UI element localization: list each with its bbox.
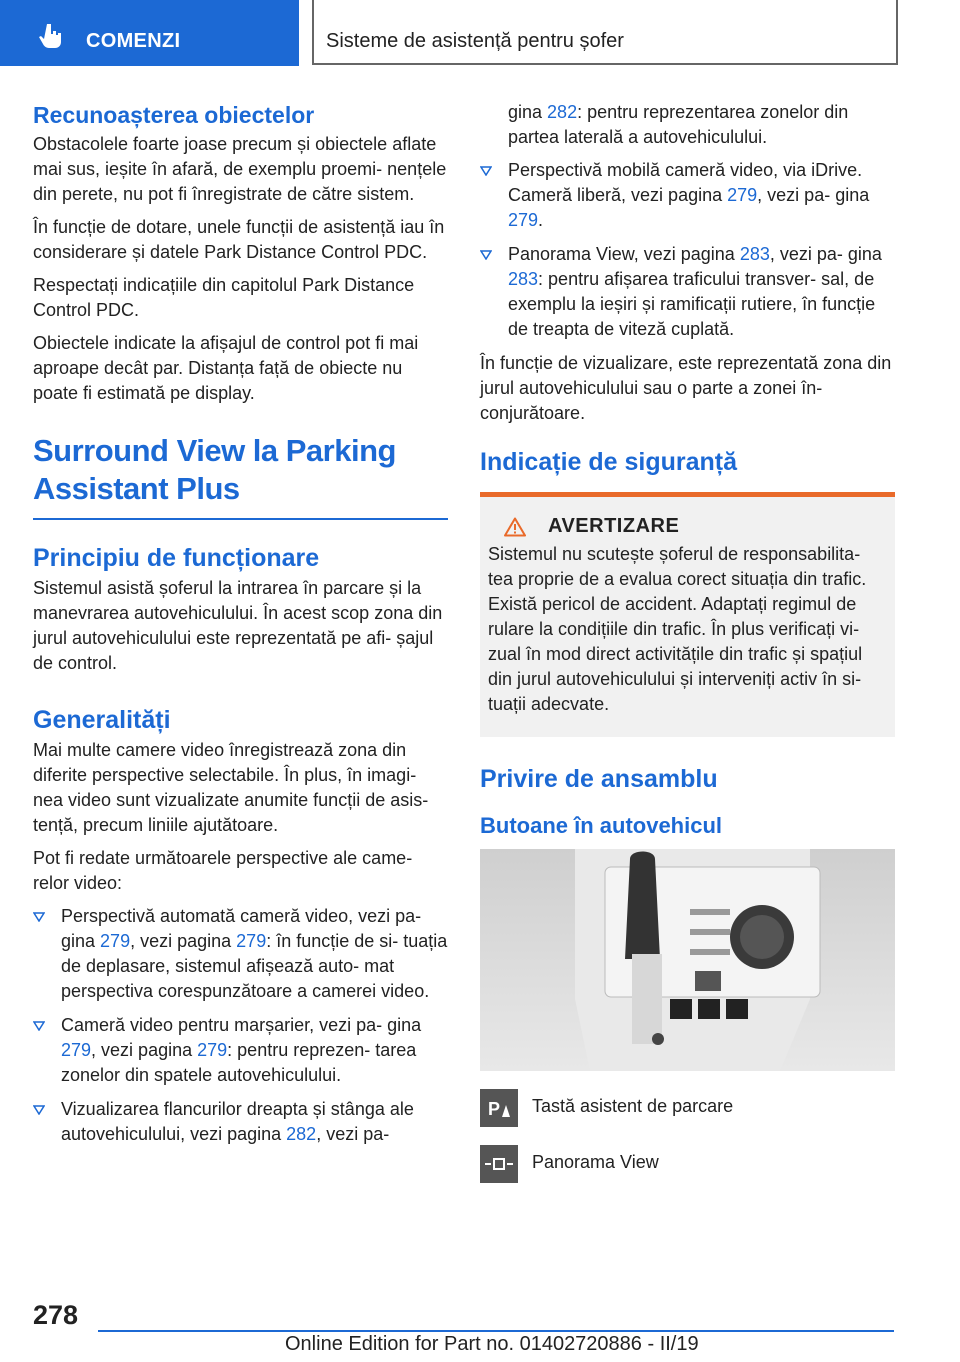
overview-heading: Privire de ansamblu xyxy=(480,765,718,793)
triangle-bullet-icon xyxy=(480,166,492,176)
list-item: Vizualizarea flancurilor dreapta și stânga ale autovehiculului, vezi pagina 282, vezi pa- xyxy=(33,1097,448,1147)
warning-text: Sistemul nu scutește șoferul de responsabilita- tea proprie de a evalua corect situația din trafic. Există pericol de accident. Adaptați regimul de rulare la condițiile din trafic. În plus verificați vi- zual în mod direct activitățile din trafic și spațiul din jurul autovehiculului și interveniți activ în si- tuații adecvate. xyxy=(488,544,867,714)
page-link[interactable]: 282 xyxy=(547,102,578,122)
hand-pointer-icon xyxy=(38,22,64,50)
parking-assistant-icon xyxy=(480,1089,518,1127)
page-number: 278 xyxy=(33,1300,79,1330)
paragraph: Sistemul asistă șoferul la intrarea în parcare și la manevrarea autovehiculului. În acest scop zona din jurul autovehiculului este reprezentată pe afi- șajul de control. xyxy=(33,578,443,673)
svg-text:P: P xyxy=(488,1099,501,1119)
warning-box xyxy=(480,497,895,737)
paragraph: Respectați indicațiile din capitolul Park Distance Control PDC. xyxy=(33,275,415,320)
perspective-list-continued xyxy=(480,158,895,342)
paragraph: Mai multe camere video înregistrează zona din diferite perspective selectabile. În plus, în imagi- nea video sunt vizualizate anumite funcții de asis- tență, precum liniile ajutătoare. xyxy=(33,740,429,835)
page-link[interactable]: 279 xyxy=(100,931,131,951)
center-console-photo xyxy=(480,849,895,1071)
button-label: Panorama View xyxy=(532,1152,659,1172)
panorama-view-icon xyxy=(480,1145,518,1183)
footer-divider xyxy=(98,1330,894,1332)
general-heading: Generalități xyxy=(33,706,171,734)
warning-header xyxy=(488,515,887,538)
list-item: Cameră video pentru marșarier, vezi pa- gina 279, vezi pagina 279: pentru reprezen- tarea zonelor din spatele autovehiculului. xyxy=(33,1013,448,1088)
safety-heading: Indicație de siguranță xyxy=(480,448,738,476)
page-header xyxy=(0,0,960,66)
section-tab xyxy=(0,0,299,66)
perspective-list xyxy=(33,904,448,1147)
button-legend-row xyxy=(480,1089,895,1127)
page-link[interactable]: 279 xyxy=(197,1040,228,1060)
right-column xyxy=(480,100,895,1201)
list-item: Panorama View, vezi pagina 283, vezi pa- gina 283: pentru afișarea traficului transver- sal, de exemplu la ieșiri și ramificații rutiere, în funcție de treapta de viteză cuplată. xyxy=(480,242,895,342)
section-label: COMENZI xyxy=(86,30,181,52)
left-column xyxy=(33,100,448,1156)
chapter-title: Sisteme de asistență pentru șofer xyxy=(326,30,624,52)
list-continuation: gina 282: pentru reprezentarea zonelor din partea laterală a autovehiculului. xyxy=(508,102,849,147)
chapter-box xyxy=(312,0,898,65)
triangle-bullet-icon xyxy=(480,250,492,260)
main-section-title: Surround View la Parking Assistant Plus xyxy=(33,433,396,506)
page-link[interactable]: 283 xyxy=(508,269,539,289)
page-link[interactable]: 283 xyxy=(739,244,770,264)
button-label: Tastă asistent de parcare xyxy=(532,1096,734,1116)
principle-heading: Principiu de funcționare xyxy=(33,544,320,572)
page-link[interactable]: 279 xyxy=(61,1040,92,1060)
paragraph: În funcție de vizualizare, este reprezentată zona din jurul autovehiculului sau o parte a zonei în- conjurătoare. xyxy=(480,353,892,423)
paragraph: Obiectele indicate la afișajul de control pot fi mai aproape decât par. Distanța față de obiecte nu poate fi estimată pe display. xyxy=(33,333,419,403)
edition-text: Online Edition for Part no. 01402720886 - II/19 xyxy=(285,1333,699,1355)
page-link[interactable]: 279 xyxy=(727,185,758,205)
triangle-bullet-icon xyxy=(33,1021,45,1031)
title-divider xyxy=(33,518,448,520)
button-legend-row xyxy=(480,1145,895,1183)
paragraph: Obstacolele foarte joase precum și obiectele aflate mai sus, ieșite în afară, de exemplu proemi- nențele din perete, nu pot fi înregistrate de către sistem. xyxy=(33,134,447,204)
page-link[interactable]: 282 xyxy=(286,1124,317,1144)
paragraph: Pot fi redate următoarele perspective ale came- relor video: xyxy=(33,848,413,893)
page-link[interactable]: 279 xyxy=(508,210,539,230)
warning-label: AVERTIZARE xyxy=(548,515,680,537)
page-link[interactable]: 279 xyxy=(236,931,267,951)
paragraph: În funcție de dotare, unele funcții de asistență iau în considerare și datele Park Distance Control PDC. xyxy=(33,217,445,262)
buttons-heading: Butoane în autovehicul xyxy=(480,813,723,838)
triangle-bullet-icon xyxy=(33,1105,45,1115)
list-item: Perspectivă mobilă cameră video, via iDrive. Cameră liberă, vezi pagina 279, vezi pa- gina 279. xyxy=(480,158,895,233)
list-item: Perspectivă automată cameră video, vezi pa- gina 279, vezi pagina 279: în funcție de si- tuația de deplasare, sistemul afișează auto- mat perspectiva corespunzătoare a camerei video. xyxy=(33,904,448,1004)
warning-triangle-icon xyxy=(504,517,526,537)
triangle-bullet-icon xyxy=(33,912,45,922)
object-recognition-heading: Recunoașterea obiectelor xyxy=(33,102,315,128)
